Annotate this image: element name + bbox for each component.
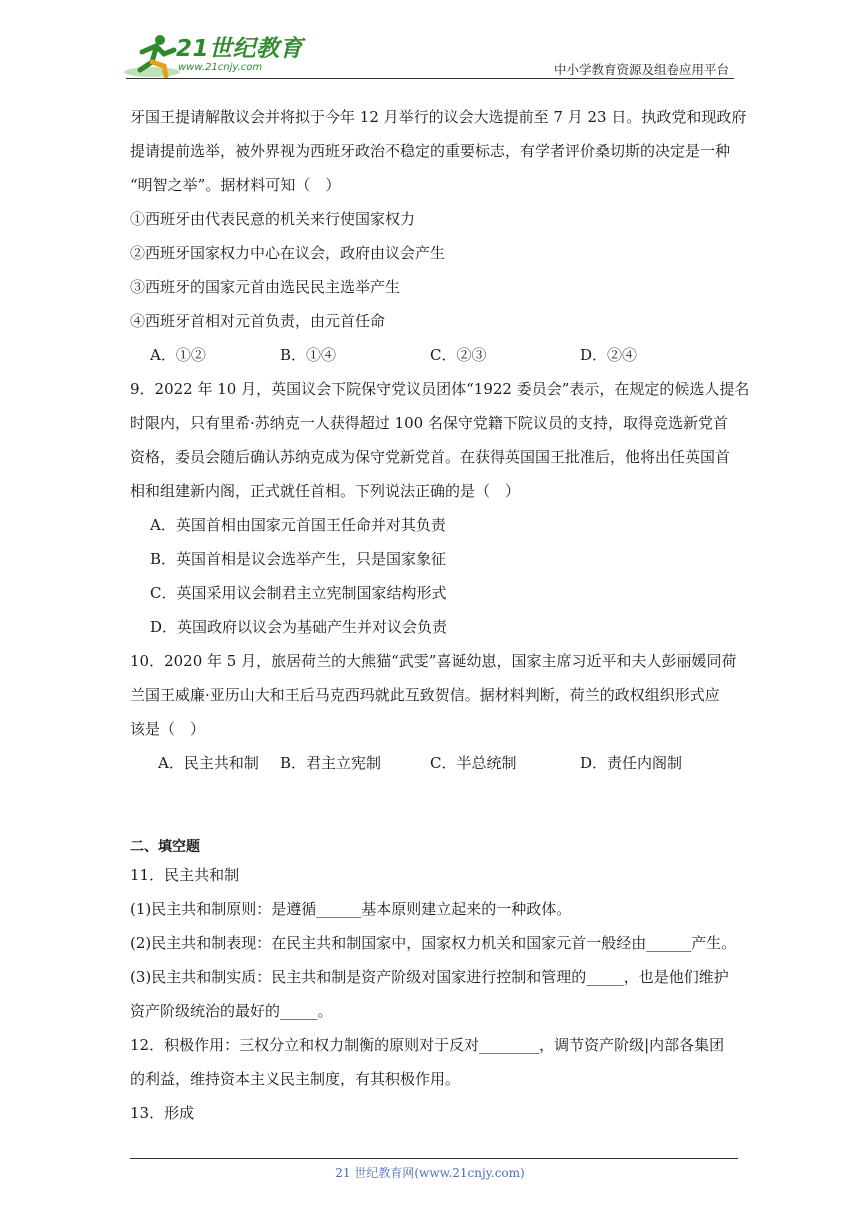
document-body <box>130 100 750 1130</box>
question-text-line: “明智之举”。据材料可知（ ） <box>130 176 341 194</box>
question-text-line: (1)民主共和制原则：是遵循______基本原则建立起来的一种政体。 <box>130 900 572 918</box>
footer-text: 21 世纪教育网(www.21cnjy.com) <box>335 1166 525 1180</box>
question-text-line: 兰国王威廉·亚历山大和王后马克西玛就此互致贺信。据材料判断，荷兰的政权组织形式应 <box>130 686 720 704</box>
logo-text: 21世纪教育 <box>176 36 304 62</box>
option-d: D．英国政府以议会为基础产生并对议会负责 <box>150 618 448 636</box>
option-b: B．英国首相是议会选举产生，只是国家象征 <box>150 550 447 568</box>
statement-item: ③西班牙的国家元首由选民民主选举产生 <box>130 278 401 296</box>
question-text-line: 的利益，维持资本主义民主制度，有其积极作用。 <box>130 1070 461 1088</box>
question-text-line: (3)民主共和制实质：民主共和制是资产阶级对国家进行控制和管理的_____，也是他们维护 <box>130 968 729 986</box>
question-13: 13．形成 <box>130 1104 195 1122</box>
answer-options <box>130 338 736 372</box>
option-b: B．君主立宪制 <box>280 754 382 772</box>
page-header <box>0 0 860 90</box>
option-c: C．半总统制 <box>430 754 517 772</box>
question-12 <box>130 1028 736 1096</box>
question-text-line: 牙国王提请解散议会并将拟于今年 12 月举行的议会大选提前至 7 月 23 日。执政党和现政府 <box>130 108 747 126</box>
question-11 <box>130 858 736 1028</box>
statement-item: ④西班牙首相对元首负责，由元首任命 <box>130 312 386 330</box>
question-text-line: 时限内，只有里希·苏纳克一人获得超过 100 名保守党籍下院议员的支持，取得竞选新党首 <box>130 414 728 432</box>
option-a: A．民主共和制 <box>158 754 259 772</box>
header-tagline: 中小学教育资源及组卷应用平台 <box>553 62 729 77</box>
option-a: A．英国首相由国家元首国王任命并对其负责 <box>150 516 446 534</box>
option-d: D．②④ <box>580 346 638 364</box>
option-b: B．①④ <box>280 346 337 364</box>
question-text-line: 10．2020 年 5 月，旅居荷兰的大熊猫“武雯”喜诞幼崽，国家主席习近平和夫人彭丽媛同荷 <box>130 652 737 670</box>
question-10 <box>130 644 736 780</box>
question-text-line: 11．民主共和制 <box>130 866 240 884</box>
question-text-line: 相和组建新内阁，正式就任首相。下列说法正确的是（ ） <box>130 482 521 500</box>
question-text-line: 提请提前选举，被外界视为西班牙政治不稳定的重要标志，有学者评价桑切斯的决定是一种 <box>130 142 731 160</box>
question-text-line: 12．积极作用：三权分立和权力制衡的原则对于反对________，调节资产阶级|内部各集团 <box>130 1036 725 1054</box>
question-9 <box>130 372 750 644</box>
section-title: 二、填空题 <box>130 839 200 855</box>
option-c: C．英国采用议会制君主立宪制国家结构形式 <box>150 584 447 602</box>
option-c: C．②③ <box>430 346 487 364</box>
question-text-line: 该是（ ） <box>130 720 206 738</box>
question-text-line: (2)民主共和制表现：在民主共和制国家中，国家权力机关和国家元首一般经由______产生。 <box>130 934 737 952</box>
statement-item: ②西班牙国家权力中心在议会，政府由议会产生 <box>130 244 446 262</box>
footer-divider <box>130 1158 738 1159</box>
question-text-line: 资格，委员会随后确认苏纳克成为保守党新党首。在获得英国国王批准后，他将出任英国首 <box>130 448 731 466</box>
statement-item: ①西班牙由代表民意的机关来行使国家权力 <box>130 210 416 228</box>
header-divider <box>126 78 734 79</box>
option-d: D．责任内阁制 <box>580 754 683 772</box>
logo-url: www.21cnjy.com <box>178 62 263 73</box>
question-text-line: 资产阶级统治的最好的_____。 <box>130 1002 333 1020</box>
option-a: A．①② <box>150 346 206 364</box>
question-8 <box>130 100 747 372</box>
question-text-line: 9．2022 年 10 月，英国议会下院保守党议员团体“1922 委员会”表示，在规定的候选人提名 <box>130 380 750 398</box>
answer-options <box>130 746 736 780</box>
